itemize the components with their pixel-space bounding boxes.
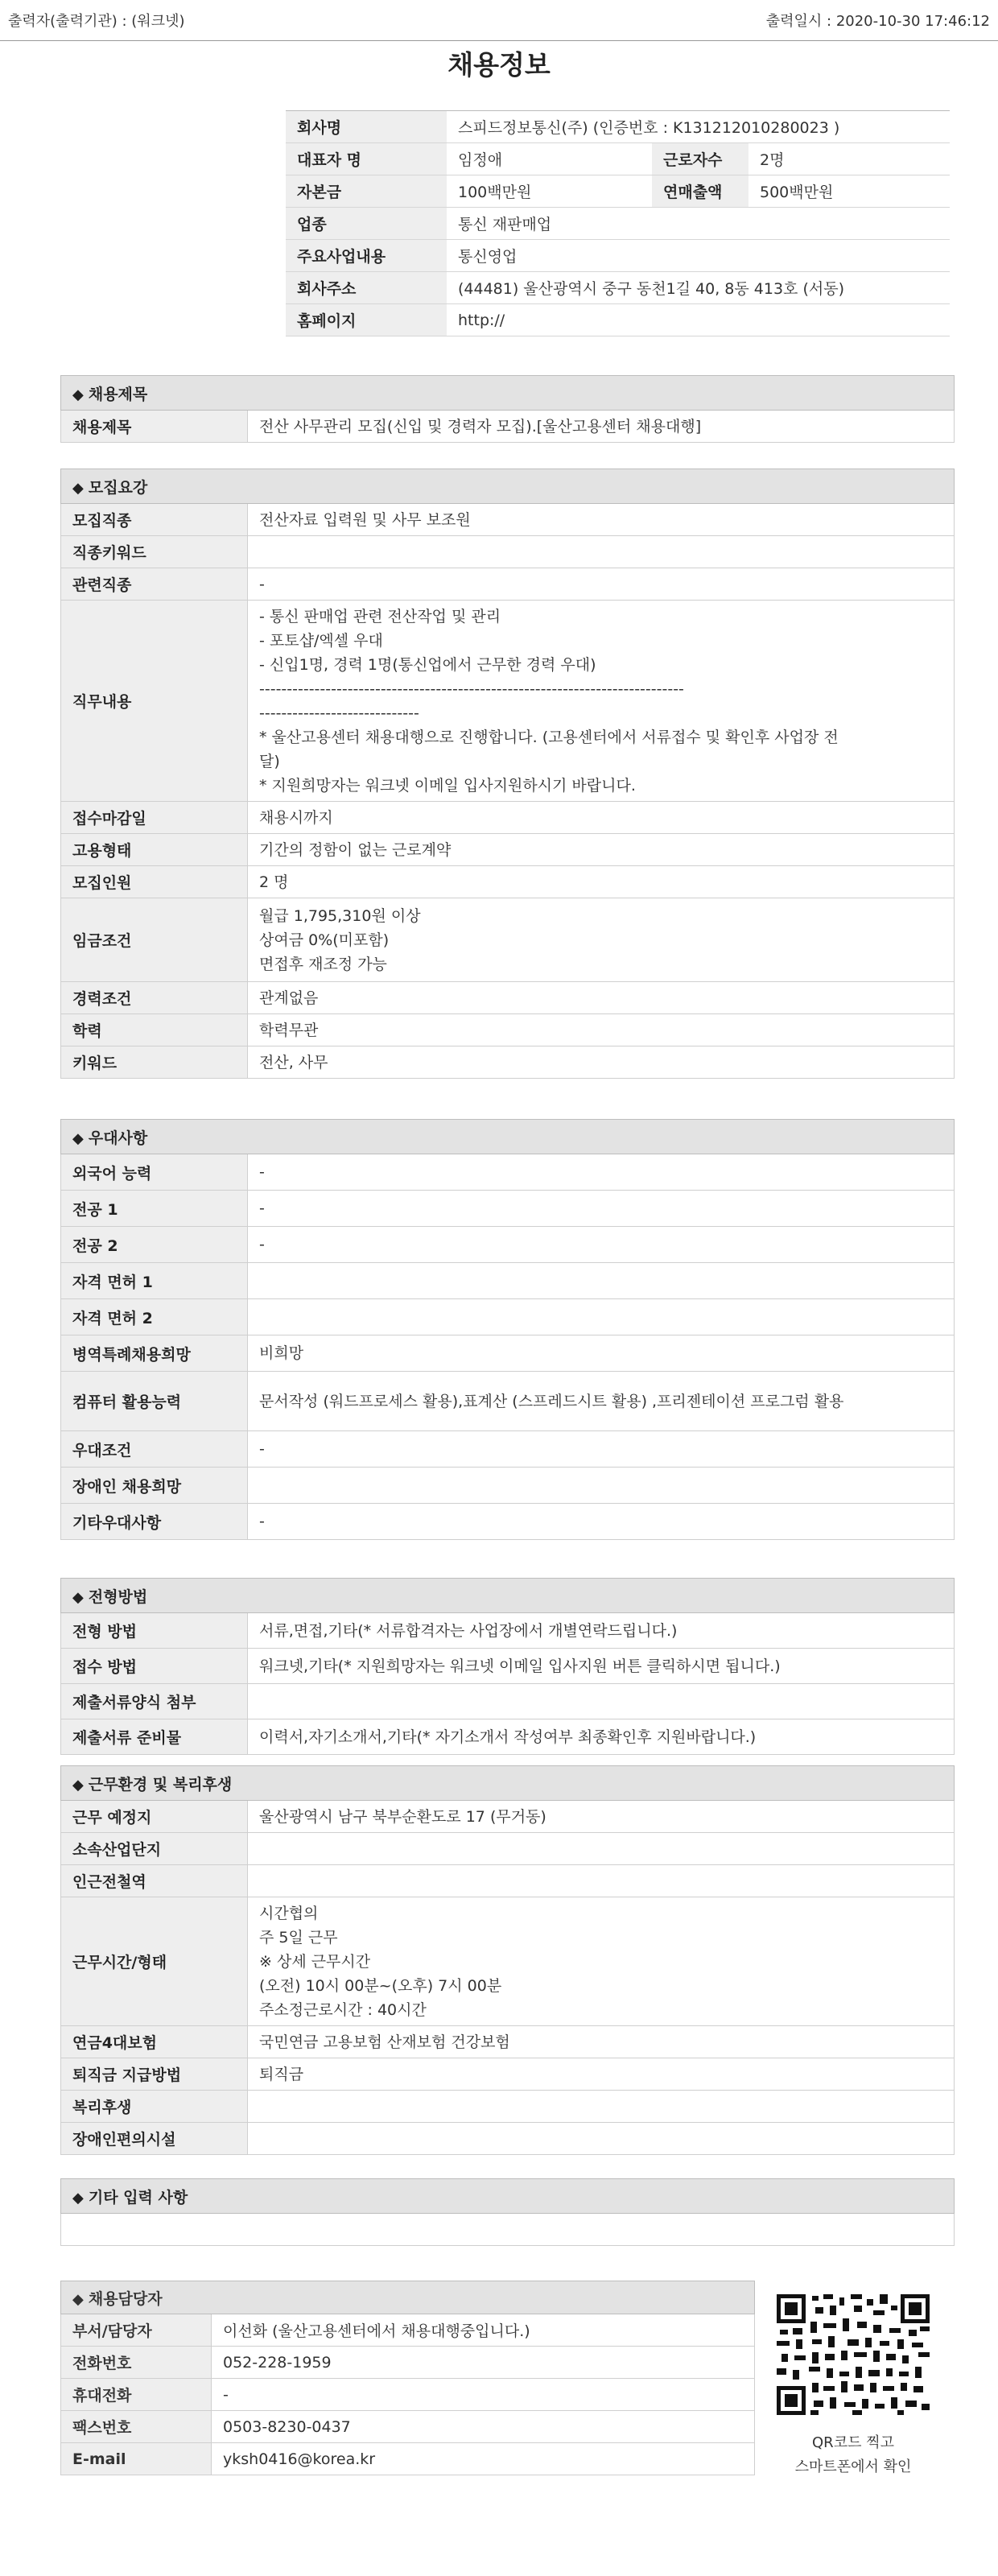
section-header: ◆ 채용담당자 xyxy=(61,2281,755,2314)
contact-section xyxy=(60,2281,755,2475)
row-label: 모집직종 xyxy=(61,504,248,536)
row-label: 근무 예정지 xyxy=(61,1801,248,1833)
diamond-icon: ◆ xyxy=(72,1129,84,1147)
diamond-icon: ◆ xyxy=(72,1588,84,1606)
ceo-label: 대표자 명 xyxy=(286,143,447,175)
row-value: - xyxy=(248,1191,955,1227)
diamond-icon: ◆ xyxy=(72,2290,84,2308)
job-title-value: 전산 사무관리 모집(신입 및 경력자 모집).[울산고용센터 채용대행] xyxy=(248,411,955,443)
row-value xyxy=(248,536,955,568)
row-label: 접수 방법 xyxy=(61,1649,248,1684)
address-label: 회사주소 xyxy=(286,272,447,304)
section-header: ◆ 모집요강 xyxy=(61,469,955,504)
recruit-section xyxy=(60,469,955,1079)
workers-count: 2명 xyxy=(748,143,950,175)
sales-value: 500백만원 xyxy=(748,175,950,208)
row-value xyxy=(248,2091,955,2123)
row-value xyxy=(248,1299,955,1335)
duty-line: * 지원희망자는 워크넷 이메일 입사지원하시기 바랍니다. xyxy=(259,776,636,795)
row-label: 장애인편의시설 xyxy=(61,2123,248,2155)
qr-caption-line2: 스마트폰에서 확인 xyxy=(794,2458,912,2475)
section-header: ◆ 전형방법 xyxy=(61,1579,955,1613)
contact-label: E-mail xyxy=(61,2443,212,2475)
row-value xyxy=(248,1865,955,1897)
row-value: - xyxy=(248,1504,955,1540)
contact-label: 전화번호 xyxy=(61,2347,212,2379)
diamond-icon: ◆ xyxy=(72,386,84,403)
ceo-name: 임정애 xyxy=(447,143,652,175)
job-title-label: 채용제목 xyxy=(61,411,248,443)
section-header: ◆ 채용제목 xyxy=(61,376,955,411)
row-label: 자격 면허 2 xyxy=(61,1299,248,1335)
duty-line: * 울산고용센터 채용대행으로 진행합니다. (고용센터에서 서류접수 및 확인후 사업장 전 xyxy=(259,728,839,746)
row-label: 연금4대보험 xyxy=(61,2026,248,2058)
hours-line: 주 5일 근무 xyxy=(259,1928,338,1946)
row-label: 자격 면허 1 xyxy=(61,1263,248,1299)
duty-line: 달) xyxy=(259,752,280,770)
row-label: 전형 방법 xyxy=(61,1613,248,1649)
row-label: 우대조건 xyxy=(61,1431,248,1468)
row-label: 인근전철역 xyxy=(61,1865,248,1897)
hours-line: ※ 상세 근무시간 xyxy=(259,1952,371,1971)
row-value: - xyxy=(248,1154,955,1191)
row-label: 학력 xyxy=(61,1014,248,1046)
contact-label: 팩스번호 xyxy=(61,2411,212,2443)
row-label: 외국어 능력 xyxy=(61,1154,248,1191)
business-label: 주요사업내용 xyxy=(286,240,447,272)
row-value: 퇴직금 xyxy=(248,2058,955,2091)
row-value: 학력무관 xyxy=(248,1014,955,1046)
row-label: 고용형태 xyxy=(61,834,248,866)
hours-line: 주소정근로시간 : 40시간 xyxy=(259,2000,427,2019)
row-label: 장애인 채용희망 xyxy=(61,1468,248,1504)
row-label: 병역특례채용희망 xyxy=(61,1335,248,1372)
row-value xyxy=(248,1833,955,1865)
row-value xyxy=(248,1468,955,1504)
row-label: 관련직종 xyxy=(61,568,248,601)
print-datetime: 출력일시 : 2020-10-30 17:46:12 xyxy=(765,13,990,30)
row-value: 서류,면접,기타(* 서류합격자는 사업장에서 개별연락드립니다.) xyxy=(248,1613,955,1649)
hours-line: 시간협의 xyxy=(259,1904,319,1922)
row-value xyxy=(248,1263,955,1299)
company-name: 스피드정보통신(주) (인증번호 : K131212010280023 ) xyxy=(447,111,950,143)
industry-value: 통신 재판매업 xyxy=(447,208,950,240)
row-value: 국민연금 고용보험 산재보험 건강보험 xyxy=(248,2026,955,2058)
company-info-table xyxy=(286,110,950,336)
row-label: 제출서류 준비물 xyxy=(61,1719,248,1755)
printer-info: 출력자(출력기관) : (워크넷) xyxy=(8,13,185,30)
row-value: 관계없음 xyxy=(248,982,955,1014)
row-value: 전산, 사무 xyxy=(248,1046,955,1079)
job-title-section xyxy=(60,375,955,443)
row-value: - xyxy=(248,568,955,601)
row-label: 복리후생 xyxy=(61,2091,248,2123)
duty-line: - 포토샵/엑셀 우대 xyxy=(259,631,383,650)
industry-label: 업종 xyxy=(286,208,447,240)
row-label: 직무내용 xyxy=(61,601,248,802)
row-value: 채용시까지 xyxy=(248,802,955,834)
row-label: 전공 1 xyxy=(61,1191,248,1227)
page-title: 채용정보 xyxy=(447,49,551,80)
diamond-icon: ◆ xyxy=(72,2189,84,2207)
row-label: 퇴직금 지급방법 xyxy=(61,2058,248,2091)
hours-line: (오전) 10시 00분~(오후) 7시 00분 xyxy=(259,1976,502,1995)
selection-section xyxy=(60,1578,955,1755)
wage-value xyxy=(248,898,955,982)
row-value: 울산광역시 남구 북부순환도로 17 (무거동) xyxy=(248,1801,955,1833)
row-label: 기타우대사항 xyxy=(61,1504,248,1540)
other-value xyxy=(61,2214,955,2246)
hours-value xyxy=(248,1897,955,2026)
contact-person: 이선화 (울산고용센터에서 채용대행중입니다.) xyxy=(212,2314,755,2347)
row-value: 문서작성 (워드프로세스 활용),표계산 (스프레드시트 활용) ,프리젠테이션 프로그럼 활용 xyxy=(248,1372,955,1431)
row-label: 임금조건 xyxy=(61,898,248,982)
print-header xyxy=(0,0,998,41)
other-section xyxy=(60,2178,955,2246)
contact-phone: 052-228-1959 xyxy=(212,2347,755,2379)
workers-label: 근로자수 xyxy=(652,143,748,175)
preference-section xyxy=(60,1119,955,1540)
homepage-link[interactable]: http:// xyxy=(447,304,950,336)
row-value: 기간의 정함이 없는 근로계약 xyxy=(248,834,955,866)
section-header: ◆ 우대사항 xyxy=(61,1120,955,1154)
row-label: 모집인원 xyxy=(61,866,248,898)
section-header: ◆ 근무환경 및 복리후생 xyxy=(61,1766,955,1801)
duty-line: ----------------------------- xyxy=(259,704,419,722)
diamond-icon: ◆ xyxy=(72,1776,84,1794)
row-label: 키워드 xyxy=(61,1046,248,1079)
row-label: 제출서류양식 첨부 xyxy=(61,1684,248,1719)
row-label: 컴퓨터 활용능력 xyxy=(61,1372,248,1431)
company-name-label: 회사명 xyxy=(286,111,447,143)
sales-label: 연매출액 xyxy=(652,175,748,208)
row-value: 워크넷,기타(* 지원희망자는 워크넷 이메일 입사지원 버튼 클릭하시면 됩니다.) xyxy=(248,1649,955,1684)
address-value: (44481) 울산광역시 중구 동천1길 40, 8동 413호 (서동) xyxy=(447,272,950,304)
row-value: - xyxy=(248,1227,955,1263)
wage-line: 면접후 재조정 가능 xyxy=(259,955,387,973)
row-label: 경력조건 xyxy=(61,982,248,1014)
contact-label: 부서/담당자 xyxy=(61,2314,212,2347)
qr-caption-line1: QR코드 찍고 xyxy=(812,2434,894,2451)
environment-section xyxy=(60,1765,955,2155)
contact-label: 휴대전화 xyxy=(61,2379,212,2411)
wage-line: 월급 1,795,310원 이상 xyxy=(259,906,421,925)
row-value xyxy=(248,1684,955,1719)
row-value: 비희망 xyxy=(248,1335,955,1372)
row-label: 전공 2 xyxy=(61,1227,248,1263)
duties-value xyxy=(248,601,955,802)
contact-mobile: - xyxy=(212,2379,755,2411)
row-value: 2 명 xyxy=(248,866,955,898)
duty-line: - 신입1명, 경력 1명(통신업에서 근무한 경력 우대) xyxy=(259,655,596,674)
row-label: 소속산업단지 xyxy=(61,1833,248,1865)
row-label: 직종키워드 xyxy=(61,536,248,568)
row-label: 접수마감일 xyxy=(61,802,248,834)
section-header: ◆ 기타 입력 사항 xyxy=(61,2179,955,2214)
homepage-label: 홈페이지 xyxy=(286,304,447,336)
row-value: 이력서,자기소개서,기타(* 자기소개서 작성여부 최종확인후 지원바랍니다.) xyxy=(248,1719,955,1755)
row-label: 근무시간/형태 xyxy=(61,1897,248,2026)
diamond-icon: ◆ xyxy=(72,479,84,497)
business-value: 통신영업 xyxy=(447,240,950,272)
contact-email[interactable]: yksh0416@korea.kr xyxy=(212,2443,755,2475)
capital-value: 100백만원 xyxy=(447,175,652,208)
qr-code-icon[interactable] xyxy=(777,2294,930,2415)
duty-line: ----------------------------------------------------------------------------- xyxy=(259,679,684,698)
duty-line: - 통신 판매업 관련 전산작업 및 관리 xyxy=(259,607,501,625)
qr-caption xyxy=(769,2431,938,2479)
contact-fax: 0503-8230-0437 xyxy=(212,2411,755,2443)
row-value: - xyxy=(248,1431,955,1468)
wage-line: 상여금 0%(미포함) xyxy=(259,931,390,949)
row-value: 전산자료 입력원 및 사무 보조원 xyxy=(248,504,955,536)
capital-label: 자본금 xyxy=(286,175,447,208)
row-value xyxy=(248,2123,955,2155)
